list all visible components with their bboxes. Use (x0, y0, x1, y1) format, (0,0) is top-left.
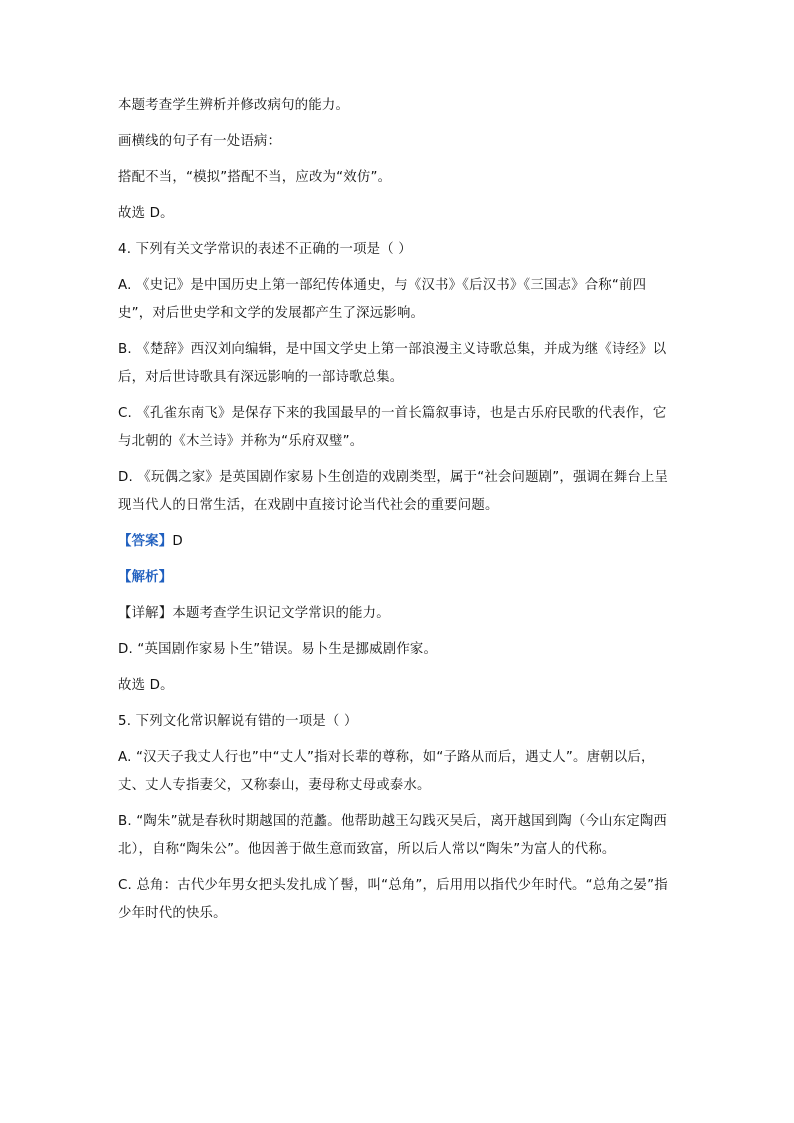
document-body (118, 92, 678, 936)
detail-tag: 【详解】 (118, 606, 173, 621)
question-4-option-b: B. 《楚辞》西汉刘向编辑，是中国文学史上第一部浪漫主义诗歌总集，并成为继《诗经》以后，对后世诗歌具有深远影响的一部诗歌总集。 (118, 342, 667, 385)
choice-line-2: 故选 D。 (118, 678, 174, 693)
question-5-stem: 5. 下列文化常识解说有错的一项是（ ） (118, 714, 358, 729)
question-4-option-d: D. 《玩偶之家》是英国剧作家易卜生创造的戏剧类型，属于“社会问题剧”，强调在舞台上呈现当代人的日常生活，在戏剧中直接讨论当代社会的重要问题。 (118, 470, 669, 513)
analysis-line-3: 搭配不当，“模拟”搭配不当，应改为“效仿”。 (118, 170, 392, 185)
analysis-line-2: 画横线的句子有一处语病： (118, 134, 282, 149)
analysis-line-1: 本题考查学生辨析并修改病句的能力。 (118, 98, 350, 113)
question-4-option-c: C. 《孔雀东南飞》是保存下来的我国最早的一首长篇叙事诗，也是古乐府民歌的代表作，它与北朝的《木兰诗》并称为“乐府双璧”。 (118, 406, 667, 449)
analysis-tag: 【解析】 (118, 570, 173, 585)
option-d-explanation: D. “英国剧作家易卜生”错误。易卜生是挪威剧作家。 (118, 642, 438, 657)
answer-tag: 【答案】 (118, 534, 173, 549)
detail-text: 本题考查学生识记文学常识的能力。 (172, 606, 390, 621)
question-5-option-a: A. “汉天子我丈人行也”中“丈人”指对长辈的尊称，如“子路从而后，遇丈人”。唐朝以后，丈、丈人专指妻父，又称泰山，妻母称丈母或泰水。 (118, 750, 655, 793)
choice-line: 故选 D。 (118, 206, 174, 221)
question-5-option-b: B. “陶朱”就是春秋时期越国的范蠡。他帮助越王勾践灭吴后，离开越国到陶（今山东定陶西北），自称“陶朱公”。他因善于做生意而致富，所以后人常以“陶朱”为富人的代称。 (118, 814, 668, 857)
answer-value: D (172, 534, 183, 549)
answer-line (118, 528, 678, 556)
question-4-stem: 4. 下列有关文学常识的表述不正确的一项是（ ） (118, 242, 412, 257)
analysis-heading (118, 564, 678, 592)
question-4-option-a: A. 《史记》是中国历史上第一部纪传体通史，与《汉书》《后汉书》《三国志》合称“前四史”，对后世史学和文学的发展都产生了深远影响。 (118, 278, 647, 321)
detail-line (118, 600, 678, 628)
question-5-option-c: C. 总角：古代少年男女把头发扎成丫髻，叫“总角”，后用用以指代少年时代。“总角之晏”指少年时代的快乐。 (118, 878, 668, 921)
